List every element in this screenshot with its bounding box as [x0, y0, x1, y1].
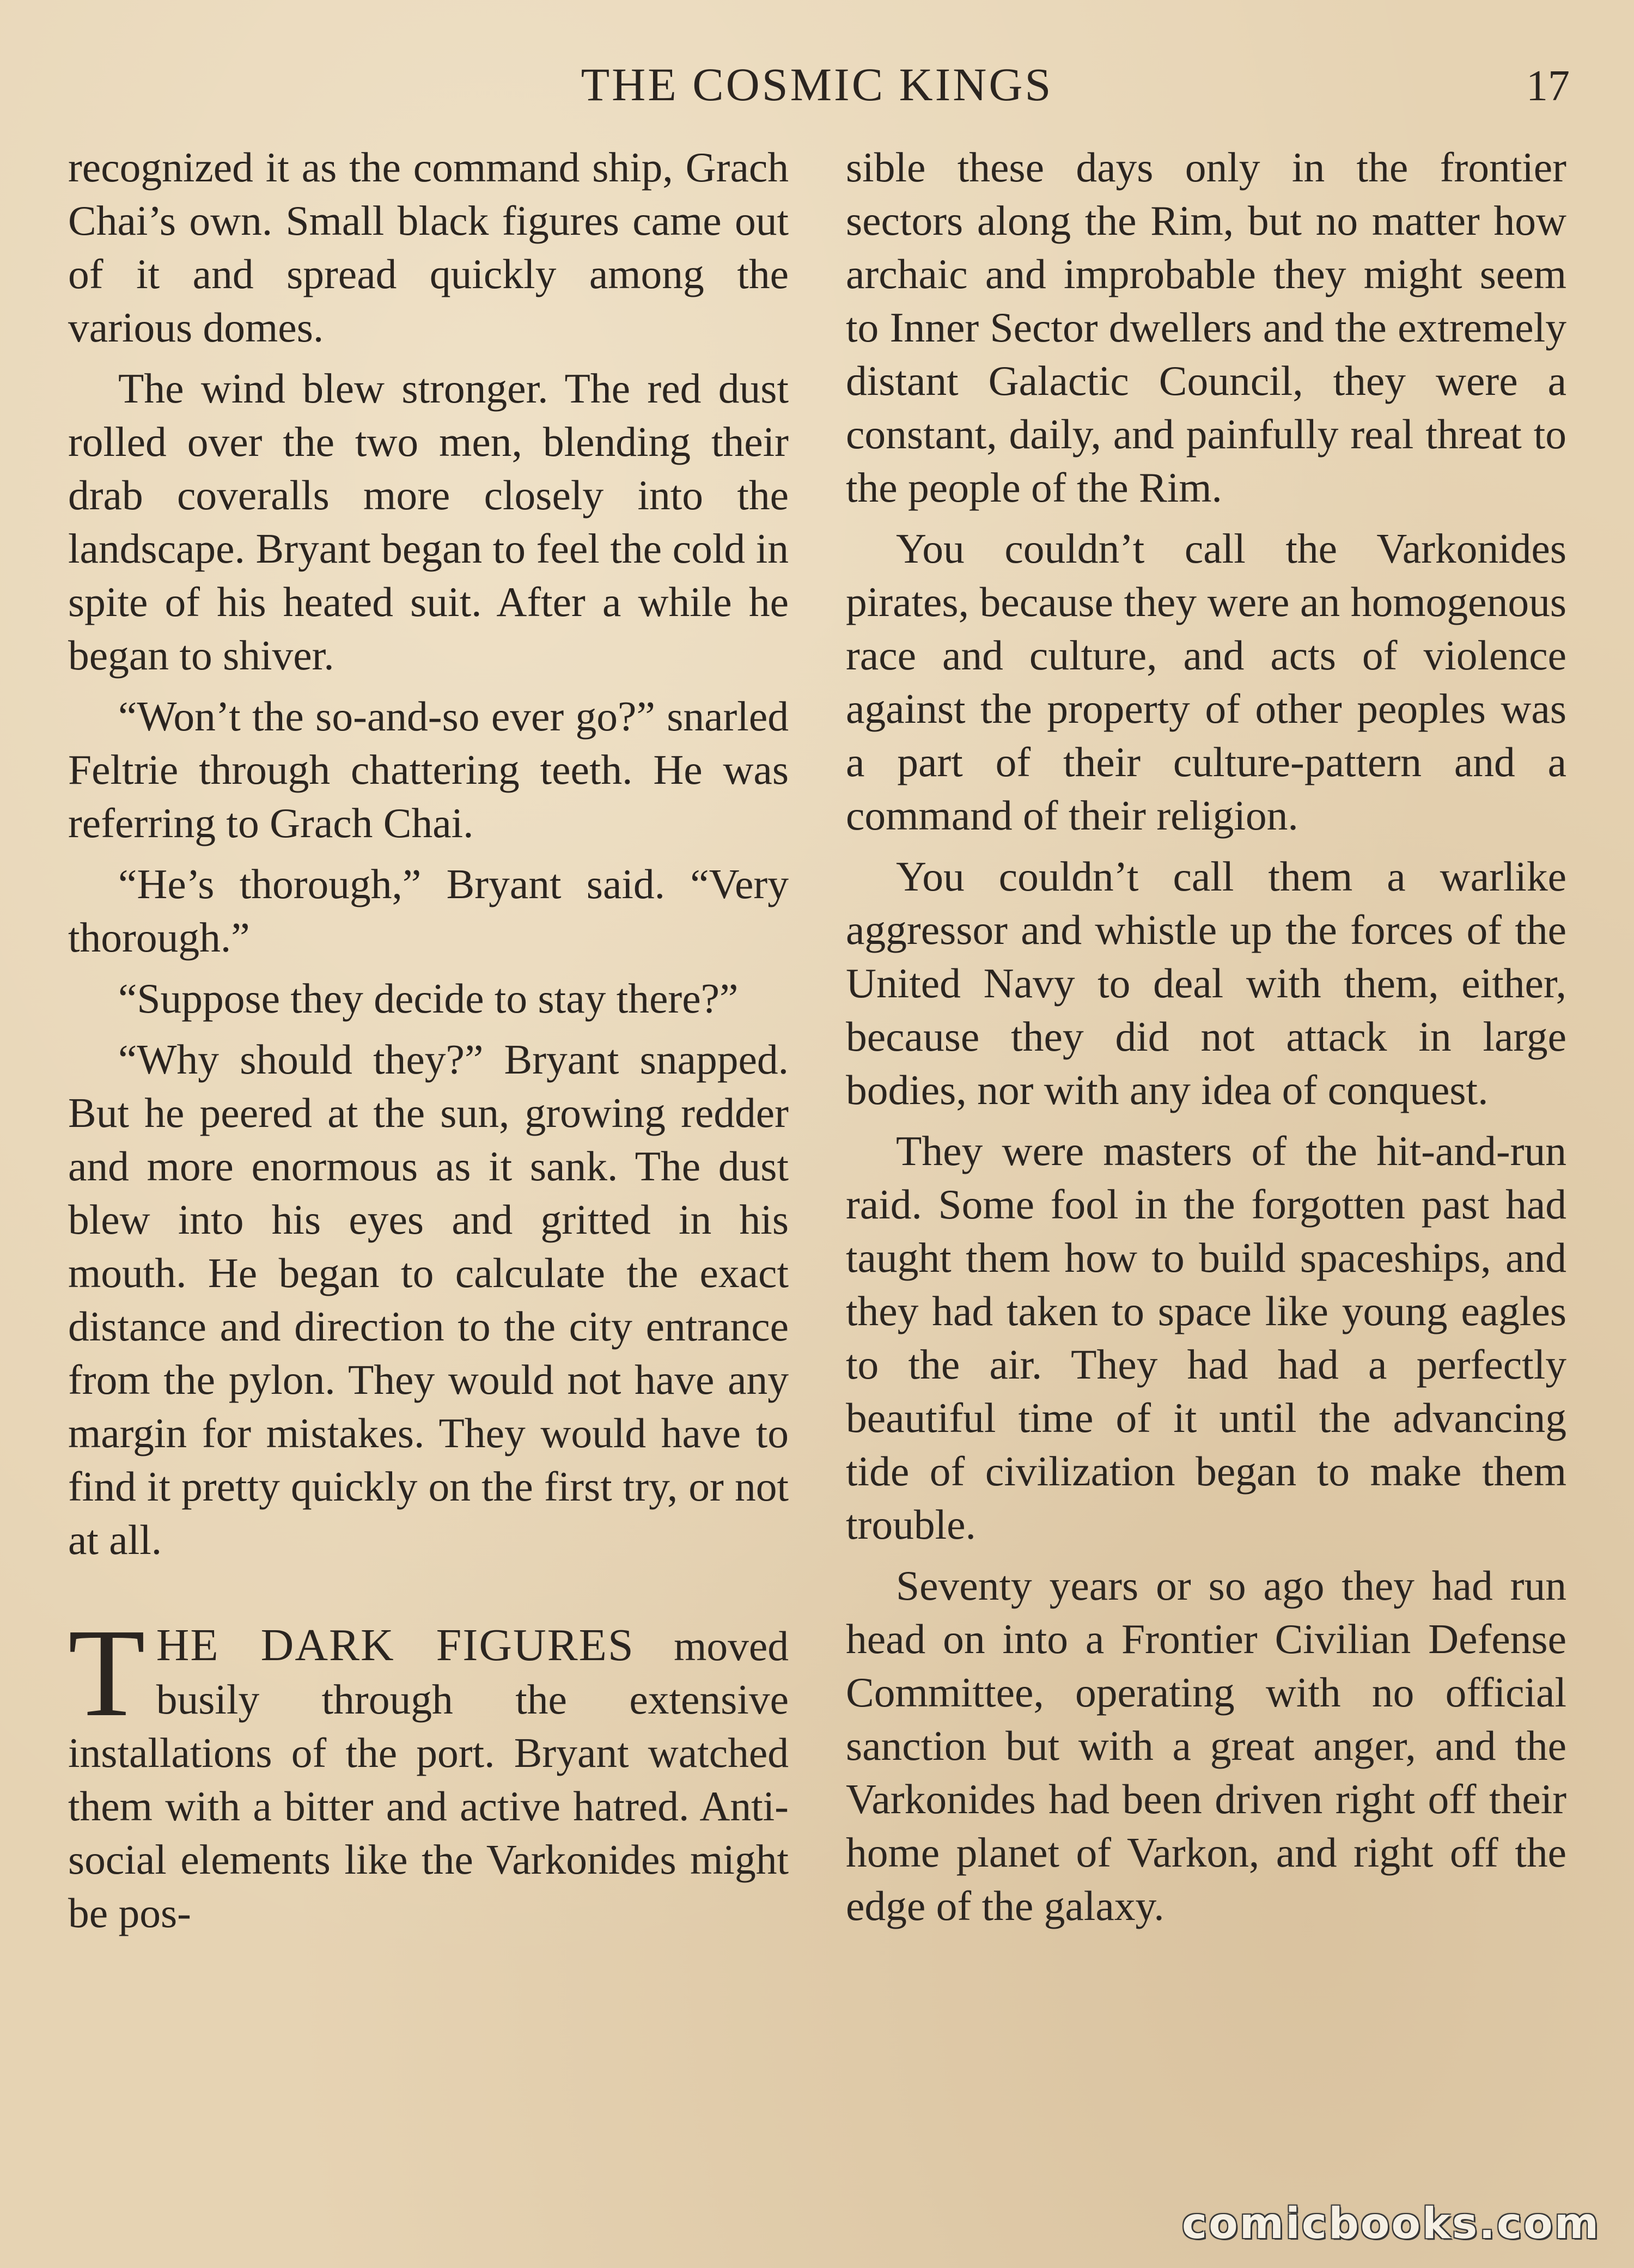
section-lead-in: HE DARK FIGURES — [156, 1620, 635, 1670]
right-column — [846, 141, 1566, 1940]
page-header — [0, 57, 1634, 117]
paragraph-text: moved busily through the extensive installations of the port. Bryant watched them with a bitter and active hatred. Anti-social elements like the Varkonides might be pos- — [68, 1623, 789, 1936]
paragraph: sible these days only in the frontier sectors along the Rim, but no matter how archaic and improbable they might seem to Inner Sector dwellers and the extremely distant Galactic Council, they were a constant, daily, and painfully real threat to the people of the Rim. — [846, 144, 1566, 511]
paragraph: You couldn’t call them a warlike aggressor and whistle up the forces of the United Navy to deal with them, either, because they did not attack in large bodies, nor with any idea of conquest. — [846, 853, 1566, 1113]
running-title: THE COSMIC KINGS — [581, 58, 1053, 111]
paragraph: They were masters of the hit-and-run raid. Some fool in the forgotten past had taught them how to build spaceships, and they had taken to space like young eagles to the air. They had had a perfectly beautiful time of it until the advancing tide of civilization began to make them trouble. — [846, 1127, 1566, 1548]
drop-cap: T — [68, 1603, 145, 1743]
paragraph: You couldn’t call the Varkonides pirates, because they were an homogenous race and culture, and acts of violence against the property of other peoples was a part of their culture-pattern and a command of their religion. — [846, 525, 1566, 839]
left-column — [68, 141, 789, 1947]
paragraph: “He’s thorough,” Bryant said. “Very thorough.” — [68, 861, 789, 961]
paragraph: The wind blew stronger. The red dust rolled over the two men, blending their drab coveralls more closely into the landscape. Bryant began to feel the cold in spite of his heated suit. After a while he began to shiver. — [68, 365, 789, 679]
paragraph: Seventy years or so ago they had run head on into a Frontier Civilian Defense Committee, operating with no official sanction but with a great anger, and the Varkonides had been driven right off their home planet of Varkon, and right off the edge of the galaxy. — [846, 1562, 1566, 1929]
site-watermark: comicbooks.com — [1181, 2199, 1600, 2248]
paragraph: recognized it as the command ship, Grach Chai’s own. Small black figures came out of it and spread quickly among the various domes. — [68, 144, 789, 351]
page-number: 17 — [1526, 62, 1570, 110]
section-opening-paragraph — [68, 1603, 789, 1940]
paragraph: “Won’t the so-and-so ever go?” snarled Feltrie through chattering teeth. He was referring to Grach Chai. — [68, 693, 789, 846]
paragraph: “Why should they?” Bryant snapped. But he peered at the sun, growing redder and more enormous as it sank. The dust blew into his eyes and gritted in his mouth. He began to calculate the exact distance and direction to the city entrance from the pylon. They would not have any margin for mistakes. They would have to find it pretty quickly on the first try, or not at all. — [68, 1036, 789, 1563]
paragraph: “Suppose they decide to stay there?” — [118, 975, 739, 1022]
